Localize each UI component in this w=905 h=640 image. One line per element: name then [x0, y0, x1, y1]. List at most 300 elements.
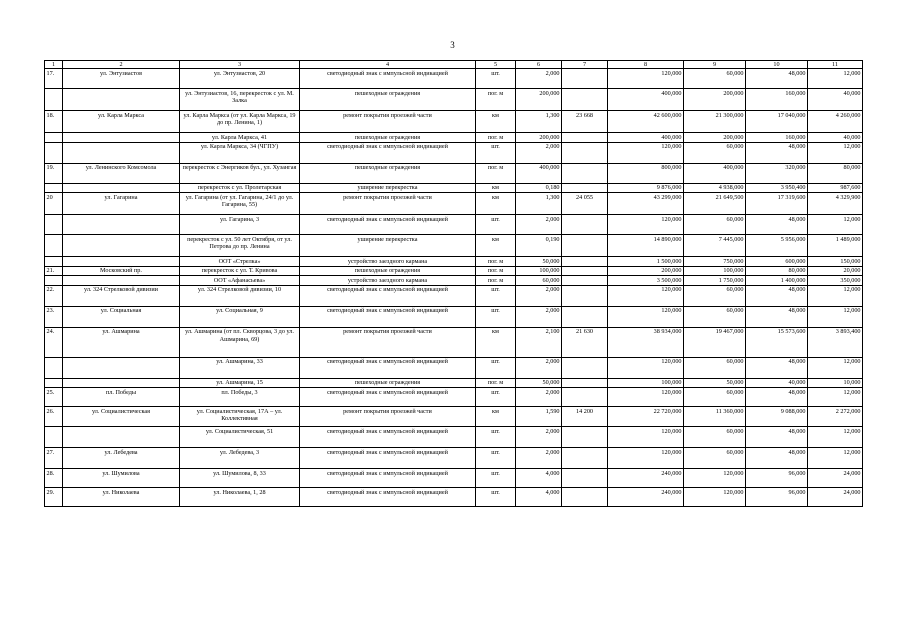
work-type-cell: светодиодный знак с импульсной индикацией	[300, 306, 476, 327]
funding-col10-cell: 17 319,600	[746, 193, 808, 215]
total-cost-cell: 240,000	[608, 488, 684, 507]
street-cell: пл. Победы	[63, 388, 180, 407]
street-cell: ул. Ленинского Комсомола	[63, 163, 180, 183]
works-table	[44, 60, 863, 507]
work-type-cell: светодиодный знак с импульсной индикацией	[300, 69, 476, 89]
quantity-cell: 2,000	[516, 306, 562, 327]
work-type-cell: пешеходные ограждения	[300, 89, 476, 111]
street-cell	[63, 235, 180, 257]
row-number-cell: 21.	[45, 266, 63, 275]
address-cell: ООТ «Стрелка»	[180, 257, 300, 266]
unit-cell: км	[476, 111, 516, 133]
row-number-cell: 26.	[45, 407, 63, 427]
funding-col9-cell: 120,000	[684, 488, 746, 507]
unit-cell: шт.	[476, 388, 516, 407]
unit-cell: шт.	[476, 469, 516, 488]
column-number: 1	[45, 61, 63, 69]
table-row	[45, 469, 863, 488]
funding-col9-cell: 60,000	[684, 427, 746, 448]
quantity-cell: 100,000	[516, 266, 562, 275]
unit-cost-cell	[562, 266, 608, 275]
funding-col11-cell: 40,000	[808, 89, 863, 111]
address-cell: ул. Энтузиастов, 20	[180, 69, 300, 89]
work-type-cell: уширение перекрестка	[300, 183, 476, 192]
unit-cost-cell: 14 200	[562, 407, 608, 427]
quantity-cell: 2,000	[516, 357, 562, 378]
funding-col10-cell: 160,000	[746, 133, 808, 142]
quantity-cell: 0,190	[516, 235, 562, 257]
total-cost-cell: 120,000	[608, 69, 684, 89]
unit-cost-cell: 24 055	[562, 193, 608, 215]
address-cell: перекресток с ул. Пролетарская	[180, 183, 300, 192]
total-cost-cell: 200,000	[608, 266, 684, 275]
row-number-cell	[45, 89, 63, 111]
address-cell: ул. Шумилова, 8, 33	[180, 469, 300, 488]
funding-col11-cell: 80,000	[808, 163, 863, 183]
funding-col9-cell: 50,000	[684, 378, 746, 387]
work-type-cell: светодиодный знак с импульсной индикацией	[300, 388, 476, 407]
row-number-cell	[45, 133, 63, 142]
quantity-cell: 2,000	[516, 448, 562, 469]
funding-col9-cell: 60,000	[684, 69, 746, 89]
table-row	[45, 378, 863, 387]
table-row	[45, 488, 863, 507]
table-row	[45, 215, 863, 235]
quantity-cell: 2,000	[516, 427, 562, 448]
street-cell	[63, 357, 180, 378]
funding-col11-cell: 12,000	[808, 388, 863, 407]
work-type-cell: светодиодный знак с импульсной индикацией	[300, 357, 476, 378]
work-type-cell: пешеходные ограждения	[300, 378, 476, 387]
street-cell: ул. Лебедева	[63, 448, 180, 469]
column-number: 4	[300, 61, 476, 69]
work-type-cell: светодиодный знак с импульсной индикацией	[300, 488, 476, 507]
street-cell: ул. Социальная	[63, 306, 180, 327]
column-number: 7	[562, 61, 608, 69]
table-row	[45, 448, 863, 469]
page-number: 3	[450, 40, 455, 50]
table-body	[45, 69, 863, 507]
address-cell: пл. Победы, 3	[180, 388, 300, 407]
unit-cell: шт.	[476, 427, 516, 448]
funding-col10-cell: 320,000	[746, 163, 808, 183]
address-cell: перекресток с ул. 50 лет Октября, от ул. Петрова до пр. Ленина	[180, 235, 300, 257]
column-number: 8	[608, 61, 684, 69]
unit-cost-cell	[562, 469, 608, 488]
unit-cell: шт.	[476, 142, 516, 163]
funding-col11-cell: 3 893,400	[808, 327, 863, 357]
unit-cell: пог. м	[476, 266, 516, 275]
unit-cell: пог. м	[476, 163, 516, 183]
work-type-cell: пешеходные ограждения	[300, 163, 476, 183]
funding-col9-cell: 60,000	[684, 215, 746, 235]
address-cell: ул. Гагарина (от ул. Гагарина, 24/1 до ул. Гагарина, 55)	[180, 193, 300, 215]
table-row	[45, 193, 863, 215]
address-cell: ул. Лебедева, 3	[180, 448, 300, 469]
street-cell: ул. Энтузиастов	[63, 69, 180, 89]
funding-col11-cell: 24,000	[808, 488, 863, 507]
table-row	[45, 388, 863, 407]
unit-cell: км	[476, 183, 516, 192]
quantity-cell: 2,000	[516, 69, 562, 89]
table-row	[45, 89, 863, 111]
funding-col11-cell: 987,600	[808, 183, 863, 192]
total-cost-cell: 3 500,000	[608, 276, 684, 285]
street-cell	[63, 142, 180, 163]
unit-cost-cell	[562, 235, 608, 257]
funding-col11-cell: 12,000	[808, 215, 863, 235]
quantity-cell: 1,590	[516, 407, 562, 427]
unit-cell: пог. м	[476, 89, 516, 111]
total-cost-cell: 43 299,000	[608, 193, 684, 215]
table-row	[45, 306, 863, 327]
unit-cost-cell: 21 630	[562, 327, 608, 357]
funding-col10-cell: 48,000	[746, 285, 808, 306]
funding-col9-cell: 1 750,000	[684, 276, 746, 285]
address-cell: ул. Гагарина, 3	[180, 215, 300, 235]
street-cell: ул. 324 Стрелковой дивизии	[63, 285, 180, 306]
work-type-cell: ремонт покрытия проезжей части	[300, 193, 476, 215]
funding-col11-cell: 12,000	[808, 285, 863, 306]
funding-col10-cell: 96,000	[746, 469, 808, 488]
work-type-cell: пешеходные ограждения	[300, 266, 476, 275]
quantity-cell: 2,100	[516, 327, 562, 357]
work-type-cell: светодиодный знак с импульсной индикацией	[300, 285, 476, 306]
funding-col10-cell: 3 950,400	[746, 183, 808, 192]
funding-col9-cell: 60,000	[684, 142, 746, 163]
work-type-cell: светодиодный знак с импульсной индикацией	[300, 142, 476, 163]
table-row	[45, 327, 863, 357]
table-row	[45, 407, 863, 427]
address-cell: перекресток с ул. Т. Кривова	[180, 266, 300, 275]
total-cost-cell: 9 876,000	[608, 183, 684, 192]
unit-cell: км	[476, 407, 516, 427]
unit-cost-cell	[562, 488, 608, 507]
quantity-cell: 2,000	[516, 215, 562, 235]
funding-col9-cell: 60,000	[684, 388, 746, 407]
unit-cell: км	[476, 193, 516, 215]
table-row	[45, 69, 863, 89]
work-type-cell: светодиодный знак с импульсной индикацией	[300, 448, 476, 469]
row-number-cell: 18.	[45, 111, 63, 133]
street-cell: Московский пр.	[63, 266, 180, 275]
funding-col9-cell: 4 938,000	[684, 183, 746, 192]
column-number: 2	[63, 61, 180, 69]
address-cell: ул. Николаева, 1, 28	[180, 488, 300, 507]
total-cost-cell: 120,000	[608, 357, 684, 378]
unit-cost-cell: 23 668	[562, 111, 608, 133]
funding-col10-cell: 15 573,600	[746, 327, 808, 357]
unit-cell: шт.	[476, 357, 516, 378]
quantity-cell: 1,300	[516, 193, 562, 215]
unit-cost-cell	[562, 306, 608, 327]
funding-col11-cell: 20,000	[808, 266, 863, 275]
unit-cost-cell	[562, 257, 608, 266]
unit-cost-cell	[562, 183, 608, 192]
total-cost-cell: 400,000	[608, 89, 684, 111]
funding-col11-cell: 2 272,000	[808, 407, 863, 427]
work-type-cell: ремонт покрытия проезжей части	[300, 327, 476, 357]
address-cell: ул. Карла Маркса, 41	[180, 133, 300, 142]
street-cell	[63, 427, 180, 448]
unit-cell: шт.	[476, 215, 516, 235]
funding-col10-cell: 17 040,000	[746, 111, 808, 133]
work-type-cell: уширение перекрестка	[300, 235, 476, 257]
unit-cost-cell	[562, 133, 608, 142]
funding-col10-cell: 48,000	[746, 142, 808, 163]
column-number: 11	[808, 61, 863, 69]
street-cell: ул. Карла Маркса	[63, 111, 180, 133]
address-cell: ул. Ашмарина (от пл. Скворцова, 3 до ул. Ашмарина, 69)	[180, 327, 300, 357]
funding-col11-cell: 4 260,000	[808, 111, 863, 133]
funding-col11-cell: 12,000	[808, 69, 863, 89]
column-number: 5	[476, 61, 516, 69]
quantity-cell: 200,000	[516, 89, 562, 111]
total-cost-cell: 100,000	[608, 378, 684, 387]
funding-col9-cell: 750,000	[684, 257, 746, 266]
column-number: 10	[746, 61, 808, 69]
unit-cell: шт.	[476, 488, 516, 507]
column-number-row	[45, 61, 863, 69]
total-cost-cell: 38 934,000	[608, 327, 684, 357]
street-cell	[63, 89, 180, 111]
work-type-cell: устройство заездного кармана	[300, 276, 476, 285]
street-cell: ул. Шумилова	[63, 469, 180, 488]
quantity-cell: 400,000	[516, 163, 562, 183]
quantity-cell: 50,000	[516, 378, 562, 387]
row-number-cell: 19.	[45, 163, 63, 183]
funding-col9-cell: 400,000	[684, 163, 746, 183]
street-cell	[63, 183, 180, 192]
unit-cell: шт.	[476, 306, 516, 327]
total-cost-cell: 400,000	[608, 133, 684, 142]
unit-cost-cell	[562, 69, 608, 89]
funding-col11-cell: 12,000	[808, 448, 863, 469]
funding-col11-cell: 150,000	[808, 257, 863, 266]
unit-cost-cell	[562, 89, 608, 111]
unit-cost-cell	[562, 142, 608, 163]
row-number-cell: 23.	[45, 306, 63, 327]
row-number-cell	[45, 257, 63, 266]
table-row	[45, 266, 863, 275]
address-cell: ул. 324 Стрелковой дивизии, 10	[180, 285, 300, 306]
table-row	[45, 357, 863, 378]
row-number-cell: 22.	[45, 285, 63, 306]
street-cell: ул. Николаева	[63, 488, 180, 507]
work-type-cell: светодиодный знак с импульсной индикацией	[300, 427, 476, 448]
funding-col9-cell: 60,000	[684, 357, 746, 378]
funding-col10-cell: 96,000	[746, 488, 808, 507]
unit-cost-cell	[562, 388, 608, 407]
unit-cell: пог. м	[476, 276, 516, 285]
funding-col10-cell: 48,000	[746, 215, 808, 235]
address-cell: ул. Социалистическая, 17А – ул. Коллективная	[180, 407, 300, 427]
total-cost-cell: 120,000	[608, 285, 684, 306]
unit-cell: шт.	[476, 285, 516, 306]
column-number: 9	[684, 61, 746, 69]
funding-col11-cell: 12,000	[808, 142, 863, 163]
work-type-cell: ремонт покрытия проезжей части	[300, 111, 476, 133]
row-number-cell: 27.	[45, 448, 63, 469]
row-number-cell	[45, 142, 63, 163]
address-cell: ул. Ашмарина, 33	[180, 357, 300, 378]
funding-col10-cell: 48,000	[746, 388, 808, 407]
work-type-cell: светодиодный знак с импульсной индикацией	[300, 215, 476, 235]
table-row	[45, 285, 863, 306]
funding-col11-cell: 350,000	[808, 276, 863, 285]
work-type-cell: ремонт покрытия проезжей части	[300, 407, 476, 427]
funding-col11-cell: 10,000	[808, 378, 863, 387]
street-cell: ул. Гагарина	[63, 193, 180, 215]
funding-col9-cell: 60,000	[684, 448, 746, 469]
funding-col11-cell: 1 489,000	[808, 235, 863, 257]
row-number-cell	[45, 357, 63, 378]
row-number-cell: 25.	[45, 388, 63, 407]
row-number-cell: 29.	[45, 488, 63, 507]
address-cell: ООТ «Афанасьева»	[180, 276, 300, 285]
street-cell	[63, 215, 180, 235]
row-number-cell	[45, 378, 63, 387]
funding-col9-cell: 11 360,000	[684, 407, 746, 427]
total-cost-cell: 240,000	[608, 469, 684, 488]
unit-cell: шт.	[476, 69, 516, 89]
unit-cost-cell	[562, 215, 608, 235]
table-row	[45, 133, 863, 142]
row-number-cell: 24.	[45, 327, 63, 357]
funding-col9-cell: 120,000	[684, 469, 746, 488]
table-row	[45, 276, 863, 285]
total-cost-cell: 22 720,000	[608, 407, 684, 427]
total-cost-cell: 120,000	[608, 142, 684, 163]
unit-cost-cell	[562, 378, 608, 387]
quantity-cell: 50,000	[516, 257, 562, 266]
address-cell: ул. Социалистическая, 51	[180, 427, 300, 448]
unit-cost-cell	[562, 357, 608, 378]
funding-col9-cell: 7 445,000	[684, 235, 746, 257]
quantity-cell: 60,000	[516, 276, 562, 285]
quantity-cell: 2,000	[516, 142, 562, 163]
row-number-cell	[45, 276, 63, 285]
work-type-cell: устройство заездного кармана	[300, 257, 476, 266]
quantity-cell: 0,180	[516, 183, 562, 192]
address-cell: ул. Ашмарина, 15	[180, 378, 300, 387]
total-cost-cell: 120,000	[608, 306, 684, 327]
quantity-cell: 2,000	[516, 285, 562, 306]
funding-col9-cell: 200,000	[684, 133, 746, 142]
column-number: 6	[516, 61, 562, 69]
funding-col10-cell: 80,000	[746, 266, 808, 275]
street-cell	[63, 133, 180, 142]
table-row	[45, 257, 863, 266]
street-cell: ул. Ашмарина	[63, 327, 180, 357]
quantity-cell: 200,000	[516, 133, 562, 142]
table-row	[45, 183, 863, 192]
unit-cost-cell	[562, 448, 608, 469]
address-cell: ул. Энтузиастов, 16, перекресток с ул. М. Залка	[180, 89, 300, 111]
quantity-cell: 4,000	[516, 469, 562, 488]
unit-cell: пог. м	[476, 133, 516, 142]
funding-col10-cell: 48,000	[746, 357, 808, 378]
row-number-cell: 17.	[45, 69, 63, 89]
funding-col9-cell: 60,000	[684, 306, 746, 327]
funding-col11-cell: 12,000	[808, 357, 863, 378]
address-cell: ул. Карла Маркса (от ул. Карла Маркса, 19 до пр. Ленина, 1)	[180, 111, 300, 133]
total-cost-cell: 120,000	[608, 427, 684, 448]
total-cost-cell: 42 600,000	[608, 111, 684, 133]
address-cell: перекресток с Энергиков бул., ул. Хузангая	[180, 163, 300, 183]
work-type-cell: светодиодный знак с импульсной индикацией	[300, 469, 476, 488]
funding-col10-cell: 1 400,000	[746, 276, 808, 285]
column-number: 3	[180, 61, 300, 69]
funding-col11-cell: 12,000	[808, 427, 863, 448]
street-cell	[63, 257, 180, 266]
funding-col10-cell: 48,000	[746, 69, 808, 89]
address-cell: ул. Социальная, 9	[180, 306, 300, 327]
row-number-cell: 20	[45, 193, 63, 215]
street-cell	[63, 276, 180, 285]
table-row	[45, 427, 863, 448]
funding-col9-cell: 21 300,000	[684, 111, 746, 133]
street-cell	[63, 378, 180, 387]
address-cell: ул. Карла Маркса, 34 (ЧГПУ)	[180, 142, 300, 163]
row-number-cell: 28.	[45, 469, 63, 488]
row-number-cell	[45, 183, 63, 192]
total-cost-cell: 1 500,000	[608, 257, 684, 266]
funding-col10-cell: 40,000	[746, 378, 808, 387]
funding-col11-cell: 4 329,900	[808, 193, 863, 215]
funding-col10-cell: 48,000	[746, 427, 808, 448]
work-type-cell: пешеходные ограждения	[300, 133, 476, 142]
row-number-cell	[45, 235, 63, 257]
unit-cell: шт.	[476, 448, 516, 469]
funding-col10-cell: 160,000	[746, 89, 808, 111]
total-cost-cell: 120,000	[608, 448, 684, 469]
funding-col11-cell: 40,000	[808, 133, 863, 142]
funding-col11-cell: 12,000	[808, 306, 863, 327]
funding-col10-cell: 5 956,000	[746, 235, 808, 257]
unit-cell: пог. м	[476, 378, 516, 387]
quantity-cell: 1,300	[516, 111, 562, 133]
funding-col9-cell: 200,000	[684, 89, 746, 111]
unit-cell: км	[476, 327, 516, 357]
unit-cost-cell	[562, 285, 608, 306]
quantity-cell: 2,000	[516, 388, 562, 407]
funding-col9-cell: 100,000	[684, 266, 746, 275]
row-number-cell	[45, 427, 63, 448]
funding-col9-cell: 60,000	[684, 285, 746, 306]
table-row	[45, 163, 863, 183]
table-row	[45, 142, 863, 163]
funding-col10-cell: 600,000	[746, 257, 808, 266]
funding-col9-cell: 21 649,500	[684, 193, 746, 215]
unit-cell: км	[476, 235, 516, 257]
unit-cell: пог. м	[476, 257, 516, 266]
funding-col10-cell: 48,000	[746, 306, 808, 327]
row-number-cell	[45, 215, 63, 235]
total-cost-cell: 800,000	[608, 163, 684, 183]
table-row	[45, 111, 863, 133]
total-cost-cell: 14 890,000	[608, 235, 684, 257]
funding-col10-cell: 48,000	[746, 448, 808, 469]
total-cost-cell: 120,000	[608, 215, 684, 235]
funding-col9-cell: 19 467,000	[684, 327, 746, 357]
funding-col11-cell: 24,000	[808, 469, 863, 488]
unit-cost-cell	[562, 163, 608, 183]
table-row	[45, 235, 863, 257]
total-cost-cell: 120,000	[608, 388, 684, 407]
unit-cost-cell	[562, 276, 608, 285]
quantity-cell: 4,000	[516, 488, 562, 507]
